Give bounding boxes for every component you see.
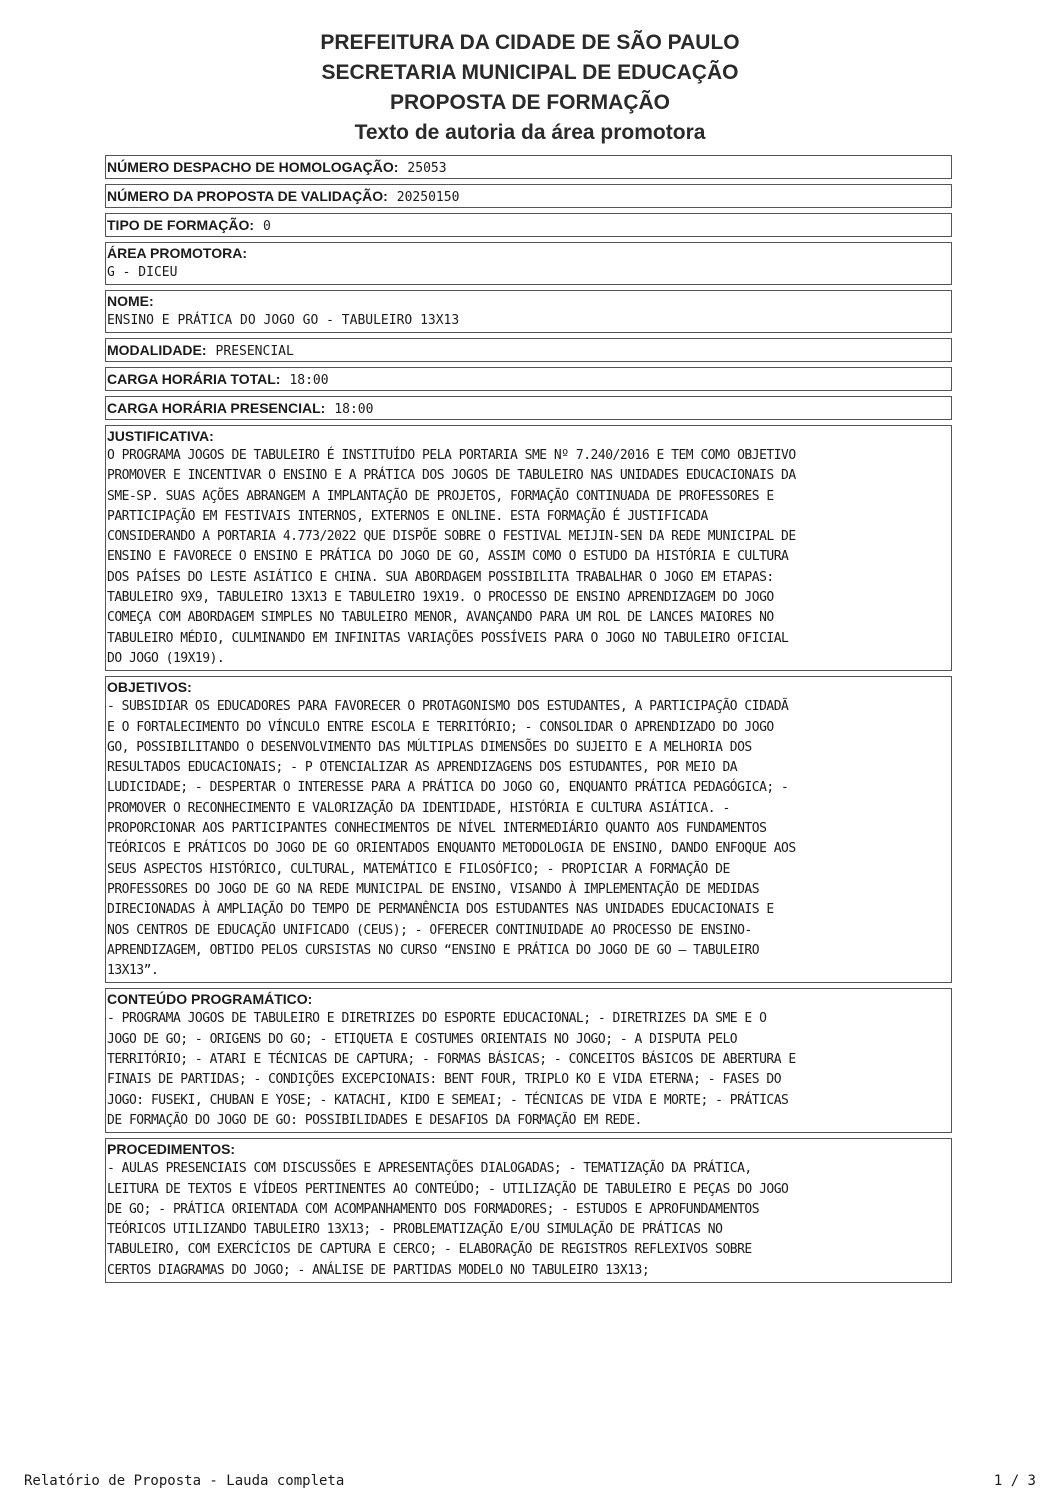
field-value: 18:00 <box>289 373 329 388</box>
proposal-fields <box>105 155 952 1288</box>
field-nome <box>105 290 952 333</box>
document-header <box>0 28 1060 148</box>
field-modalidade <box>105 338 952 362</box>
header-subtitle: Texto de autoria da área promotora <box>354 121 706 144</box>
field-text: - PROGRAMA JOGOS DE TABULEIRO E DIRETRIZES DO ESPORTE EDUCACIONAL; - DIRETRIZES DA SME E O JOGO DE GO; - ORIGENS DO GO; - ETIQUETA E COSTUMES ORIENTAIS NO JOGO; - A DISPUTA PELO TERRITÓRIO; - ATARI E TÉCNICAS DE CAPTURA; - FORMAS BÁSICAS; - CONCEITOS BÁSICOS DE ABERTURA E FINAIS DE PARTIDAS; - CONDIÇÕES EXCEPCIONAIS: BENT FOUR, TRIPLO KO E VIDA ETERNA; - FASES DO JOGO: FUSEKI, CHUBAN E YOSE; - KATACHI, KIDO E SEMEAI; - TÉCNICAS DE VIDA E MORTE; - PRÁTICAS DE FORMAÇÃO DO JOGO DE GO: POSSIBILIDADES E DESAFIOS DA FORMAÇÃO EM REDE. <box>107 1011 796 1128</box>
field-despacho <box>105 155 952 179</box>
field-carga-presencial <box>105 396 952 420</box>
field-text: O PROGRAMA JOGOS DE TABULEIRO É INSTITUÍDO PELA PORTARIA SME Nº 7.240/2016 E TEM COMO OBJETIVO PROMOVER E INCENTIVAR O ENSINO E A PRÁTICA DOS JOGOS DE TABULEIRO NAS UNIDADES EDUCACIONAIS DA SME-SP. SUAS AÇÕES ABRANGEM A IMPLANTAÇÃO DE PROJETOS, FORMAÇÃO CONTINUADA DE PROFESSORES E PARTICIPAÇÃO EM FESTIVAIS INTERNOS, EXTERNOS E ONLINE. ESTA FORMAÇÃO É JUSTIFICADA CONSIDERANDO A PORTARIA 4.773/2022 QUE DISPÕE SOBRE O FESTIVAL MEIJIN-SEN DA REDE MUNICIPAL DE ENSINO E FAVORECE O ENSINO E PRÁTICA DO JOGO DE GO, ASSIM COMO O ESTUDO DA HISTÓRIA E CULTURA DOS PAÍSES DO LESTE ASIÁTICO E CHINA. SUA ABORDAGEM POSSIBILITA TRABALHAR O JOGO EM ETAPAS: TABULEIRO 9X9, TABULEIRO 13X13 E TABULEIRO 19X19. O PROCESSO DE ENSINO APRENDIZAGEM DO JOGO COMEÇA COM ABORDAGEM SIMPLES NO TABULEIRO MENOR, AVANÇANDO PARA UM ROL DE LANCES MAIORES NO TABULEIRO MÉDIO, CULMINANDO EM INFINITAS VARIAÇÕES POSSÍVEIS PARA O JOGO NO TABULEIRO OFICIAL DO JOGO (19X19). <box>107 448 796 666</box>
header-proposta: PROPOSTA DE FORMAÇÃO <box>389 91 670 114</box>
field-tipo <box>105 213 952 237</box>
field-conteudo-programatico <box>105 988 952 1133</box>
field-value: 25053 <box>407 161 447 176</box>
field-label: CARGA HORÁRIA PRESENCIAL: <box>107 400 326 416</box>
field-label: TIPO DE FORMAÇÃO: <box>107 217 254 233</box>
field-label: PROCEDIMENTOS: <box>107 1141 236 1158</box>
field-value: 18:00 <box>334 402 374 417</box>
field-proposta <box>105 184 952 208</box>
field-procedimentos <box>105 1138 952 1283</box>
field-label: NÚMERO DESPACHO DE HOMOLOGAÇÃO: <box>107 159 399 175</box>
field-label: OBJETIVOS: <box>107 679 192 696</box>
report-title: Relatório de Proposta - Lauda completa <box>24 1473 345 1489</box>
header-secretaria: SECRETARIA MUNICIPAL DE EDUCAÇÃO <box>321 61 739 84</box>
field-label: NOME: <box>107 293 154 309</box>
field-carga-total <box>105 367 952 391</box>
field-value: PRESENCIAL <box>215 344 294 359</box>
field-label: MODALIDADE: <box>107 342 207 358</box>
field-label: JUSTIFICATIVA: <box>107 428 214 444</box>
header-prefeitura: PREFEITURA DA CIDADE DE SÃO PAULO <box>320 31 740 54</box>
field-label: ÁREA PROMOTORA: <box>107 245 247 261</box>
field-label: CONTEÚDO PROGRAMÁTICO: <box>107 991 313 1008</box>
field-value: 0 <box>263 219 271 234</box>
page-footer <box>24 1473 1036 1489</box>
page-number: 1 / 3 <box>993 1473 1036 1489</box>
field-objetivos <box>105 676 952 983</box>
field-text: - SUBSIDIAR OS EDUCADORES PARA FAVORECER O PROTAGONISMO DOS ESTUDANTES, A PARTICIPAÇÃO CIDADÃ E O FORTALECIMENTO DO VÍNCULO ENTRE ESCOLA E TERRITÓRIO; - CONSOLIDAR O APRENDIZADO DO JOGO GO, POSSIBILITANDO O DESENVOLVIMENTO DAS MÚLTIPLAS DIMENSÕES DO SUJEITO E A MELHORIA DOS RESULTADOS EDUCACIONAIS; - P OTENCIALIZAR AS APRENDIZAGENS DOS ESTUDANTES, POR MEIO DA LUDICIDADE; - DESPERTAR O INTERESSE PARA A PRÁTICA DO JOGO GO, ENQUANTO PRÁTICA PEDAGÓGICA; - PROMOVER O RECONHECIMENTO E VALORIZAÇÃO DA IDENTIDADE, HISTÓRIA E CULTURA ASIÁTICA. - PROPORCIONAR AOS PARTICIPANTES CONHECIMENTOS DE NÍVEL INTERMEDIÁRIO QUANTO AOS FUNDAMENTOS TEÓRICOS E PRÁTICOS DO JOGO DE GO ORIENTADOS ENQUANTO METODOLOGIA DE ENSINO, DANDO ENFOQUE AOS SEUS ASPECTOS HISTÓRICO, CULTURAL, MATEMÁTICO E FILOSÓFICO; - PROPICIAR A FORMAÇÃO DE PROFESSORES DO JOGO DE GO NA REDE MUNICIPAL DE ENSINO, VISANDO À IMPLEMENTAÇÃO DE MEDIDAS DIRECIONADAS À AMPLIAÇÃO DO TEMPO DE PERMANÊNCIA DOS ESTUDANTES NAS UNIDADES EDUCACIONAIS E NOS CENTROS DE EDUCAÇÃO UNIFICADO (CEUS); - OFERECER CONTINUIDADE AO PROCESSO DE ENSINO- APRENDIZAGEM, OBTIDO PELOS CURSISTAS NO CURSO “ENSINO E PRÁTICA DO JOGO DE GO — TABULEIRO 13X13”. <box>107 699 796 979</box>
field-label: CARGA HORÁRIA TOTAL: <box>107 371 281 387</box>
field-value: G - DICEU <box>107 265 178 280</box>
field-text: - AULAS PRESENCIAIS COM DISCUSSÕES E APRESENTAÇÕES DIALOGADAS; - TEMATIZAÇÃO DA PRÁTICA, LEITURA DE TEXTOS E VÍDEOS PERTINENTES AO CONTEÚDO; - UTILIZAÇÃO DE TABULEIRO E PEÇAS DO JOGO DE GO; - PRÁTICA ORIENTADA COM ACOMPANHAMENTO DOS FORMADORES; - ESTUDOS E APROFUNDAMENTOS TEÓRICOS UTILIZANDO TABULEIRO 13X13; - PROBLEMATIZAÇÃO E/OU SIMULAÇÃO DE PRÁTICAS NO TABULEIRO, COM EXERCÍCIOS DE CAPTURA E CERCO; - ELABORAÇÃO DE REGISTROS REFLEXIVOS SOBRE CERTOS DIAGRAMAS DO JOGO; - ANÁLISE DE PARTIDAS MODELO NO TABULEIRO 13X13; <box>107 1161 789 1278</box>
field-label: NÚMERO DA PROPOSTA DE VALIDAÇÃO: <box>107 188 388 204</box>
field-area-promotora <box>105 242 952 285</box>
field-value: 20250150 <box>396 190 460 205</box>
field-justificativa <box>105 425 952 671</box>
field-value: ENSINO E PRÁTICA DO JOGO GO - TABULEIRO 13X13 <box>107 313 460 328</box>
